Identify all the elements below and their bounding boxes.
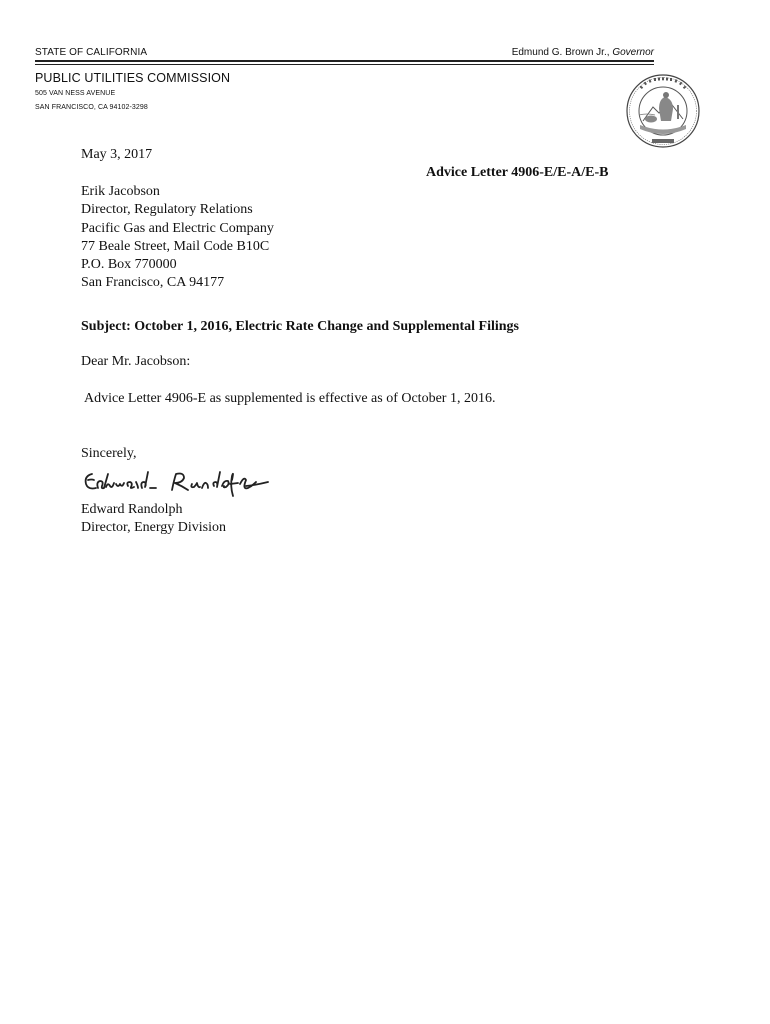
recipient-city: San Francisco, CA 94177 [81,275,225,291]
subject-line: Subject: October 1, 2016, Electric Rate Change and Supplemental Filings [81,319,520,334]
recipient-street: 77 Beale Street, Mail Code B10C [81,238,270,254]
advice-letter-reference: Advice Letter 4906-E/E-A/E-B [426,165,609,180]
header-rule-thick [35,60,654,62]
salutation: Dear Mr. Jacobson: [81,354,191,369]
recipient-po-box: P.O. Box 770000 [81,257,177,273]
signer-title: Director, Energy Division [81,520,226,535]
governor-title: Governor [612,47,654,58]
header-rule-thin [35,64,654,65]
signer-name: Edward Randolph [81,502,183,517]
recipient-title: Director, Regulatory Relations [81,202,253,218]
state-of-california-label: STATE OF CALIFORNIA [35,47,148,58]
recipient-name: Erik Jacobson [81,184,160,199]
agency-address-street: 505 VAN NESS AVENUE [35,90,116,97]
california-state-seal-icon [625,73,701,149]
agency-address-city: SAN FRANCISCO, CA 94102-3298 [35,104,148,111]
governor-name: Edmund G. Brown Jr., [511,47,610,58]
agency-name: PUBLIC UTILITIES COMMISSION [35,71,231,85]
letter-body: Advice Letter 4906-E as supplemented is effective as of October 1, 2016. [84,391,496,406]
recipient-address-block [81,183,274,293]
letter-date: May 3, 2017 [81,147,153,162]
closing: Sincerely, [81,446,137,461]
handwritten-signature-icon [80,466,270,498]
recipient-company: Pacific Gas and Electric Company [81,220,274,236]
governor-line [460,47,654,58]
